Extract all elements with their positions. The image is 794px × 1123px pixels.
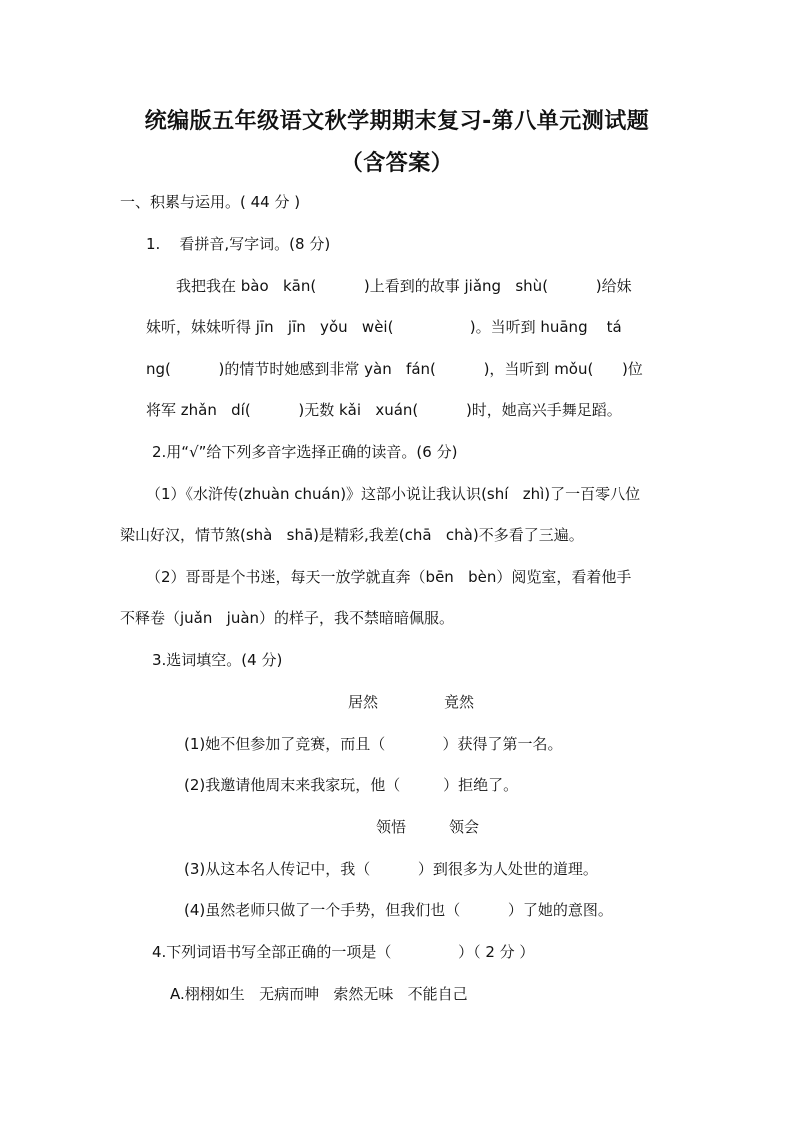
question-2-text-line: 梁山好汉，情节煞(shà shā)是精彩,我差(chā chà)不多看了三遍。: [120, 526, 584, 544]
question-3-heading: 3.选词填空。(4 分): [152, 651, 283, 669]
page-subtitle: （含答案）: [340, 151, 454, 176]
fill-in-sentence: (1)她不但参加了竞赛，而且（ ）获得了第一名。: [184, 735, 563, 753]
fill-in-sentence: (4)虽然老师只做了一个手势，但我们也（ ）了她的意图。: [184, 901, 613, 919]
question-2-text-line: 不释卷（juǎn juàn）的样子，我不禁暗暗佩服。: [120, 609, 455, 627]
question-1-text-line: 将军 zhǎn dí( )无数 kǎi xuán( )时，她高兴手舞足蹈。: [146, 401, 622, 419]
section-heading: 一、积累与运用。( 44 分 ): [120, 193, 301, 211]
word-choice: 竟然: [444, 693, 475, 711]
question-2-text-line: （2）哥哥是个书迷，每天一放学就直奔（bēn bèn）阅览室，看着他手: [146, 568, 632, 586]
fill-in-sentence: (3)从这本名人传记中，我（ ）到很多为人处世的道理。: [184, 860, 598, 878]
question-2-text-line: （1）《水浒传(zhuàn chuán)》这部小说让我认识(shí zhì)了一百零八位: [146, 485, 641, 503]
fill-in-sentence: (2)我邀请他周末来我家玩，他（ ）拒绝了。: [184, 776, 519, 794]
question-1-heading: 1. 看拼音,写字词。(8 分): [146, 235, 331, 253]
word-choice: 领悟: [376, 818, 407, 836]
question-1-text-line: ng( )的情节时她感到非常 yàn fán( )，当听到 mǒu( )位: [146, 360, 643, 378]
question-1-text-line: 我把我在 bào kān( )上看到的故事 jiǎng shù( )给妹: [176, 277, 632, 295]
answer-option-a: A.栩栩如生 无病而呻 索然无味 不能自己: [170, 985, 468, 1003]
word-choice: 居然: [348, 693, 379, 711]
question-1-text-line: 妹听，妹妹听得 jīn jīn yǒu wèi( )。当听到 huāng tá: [146, 318, 622, 336]
question-4-heading: 4.下列词语书写全部正确的一项是（ ）（ 2 分 ）: [152, 943, 535, 961]
word-choice: 领会: [449, 818, 480, 836]
page-title: 统编版五年级语文秋学期期末复习-第八单元测试题: [144, 109, 650, 134]
question-2-heading: 2.用“√”给下列多音字选择正确的读音。(6 分): [152, 443, 458, 461]
